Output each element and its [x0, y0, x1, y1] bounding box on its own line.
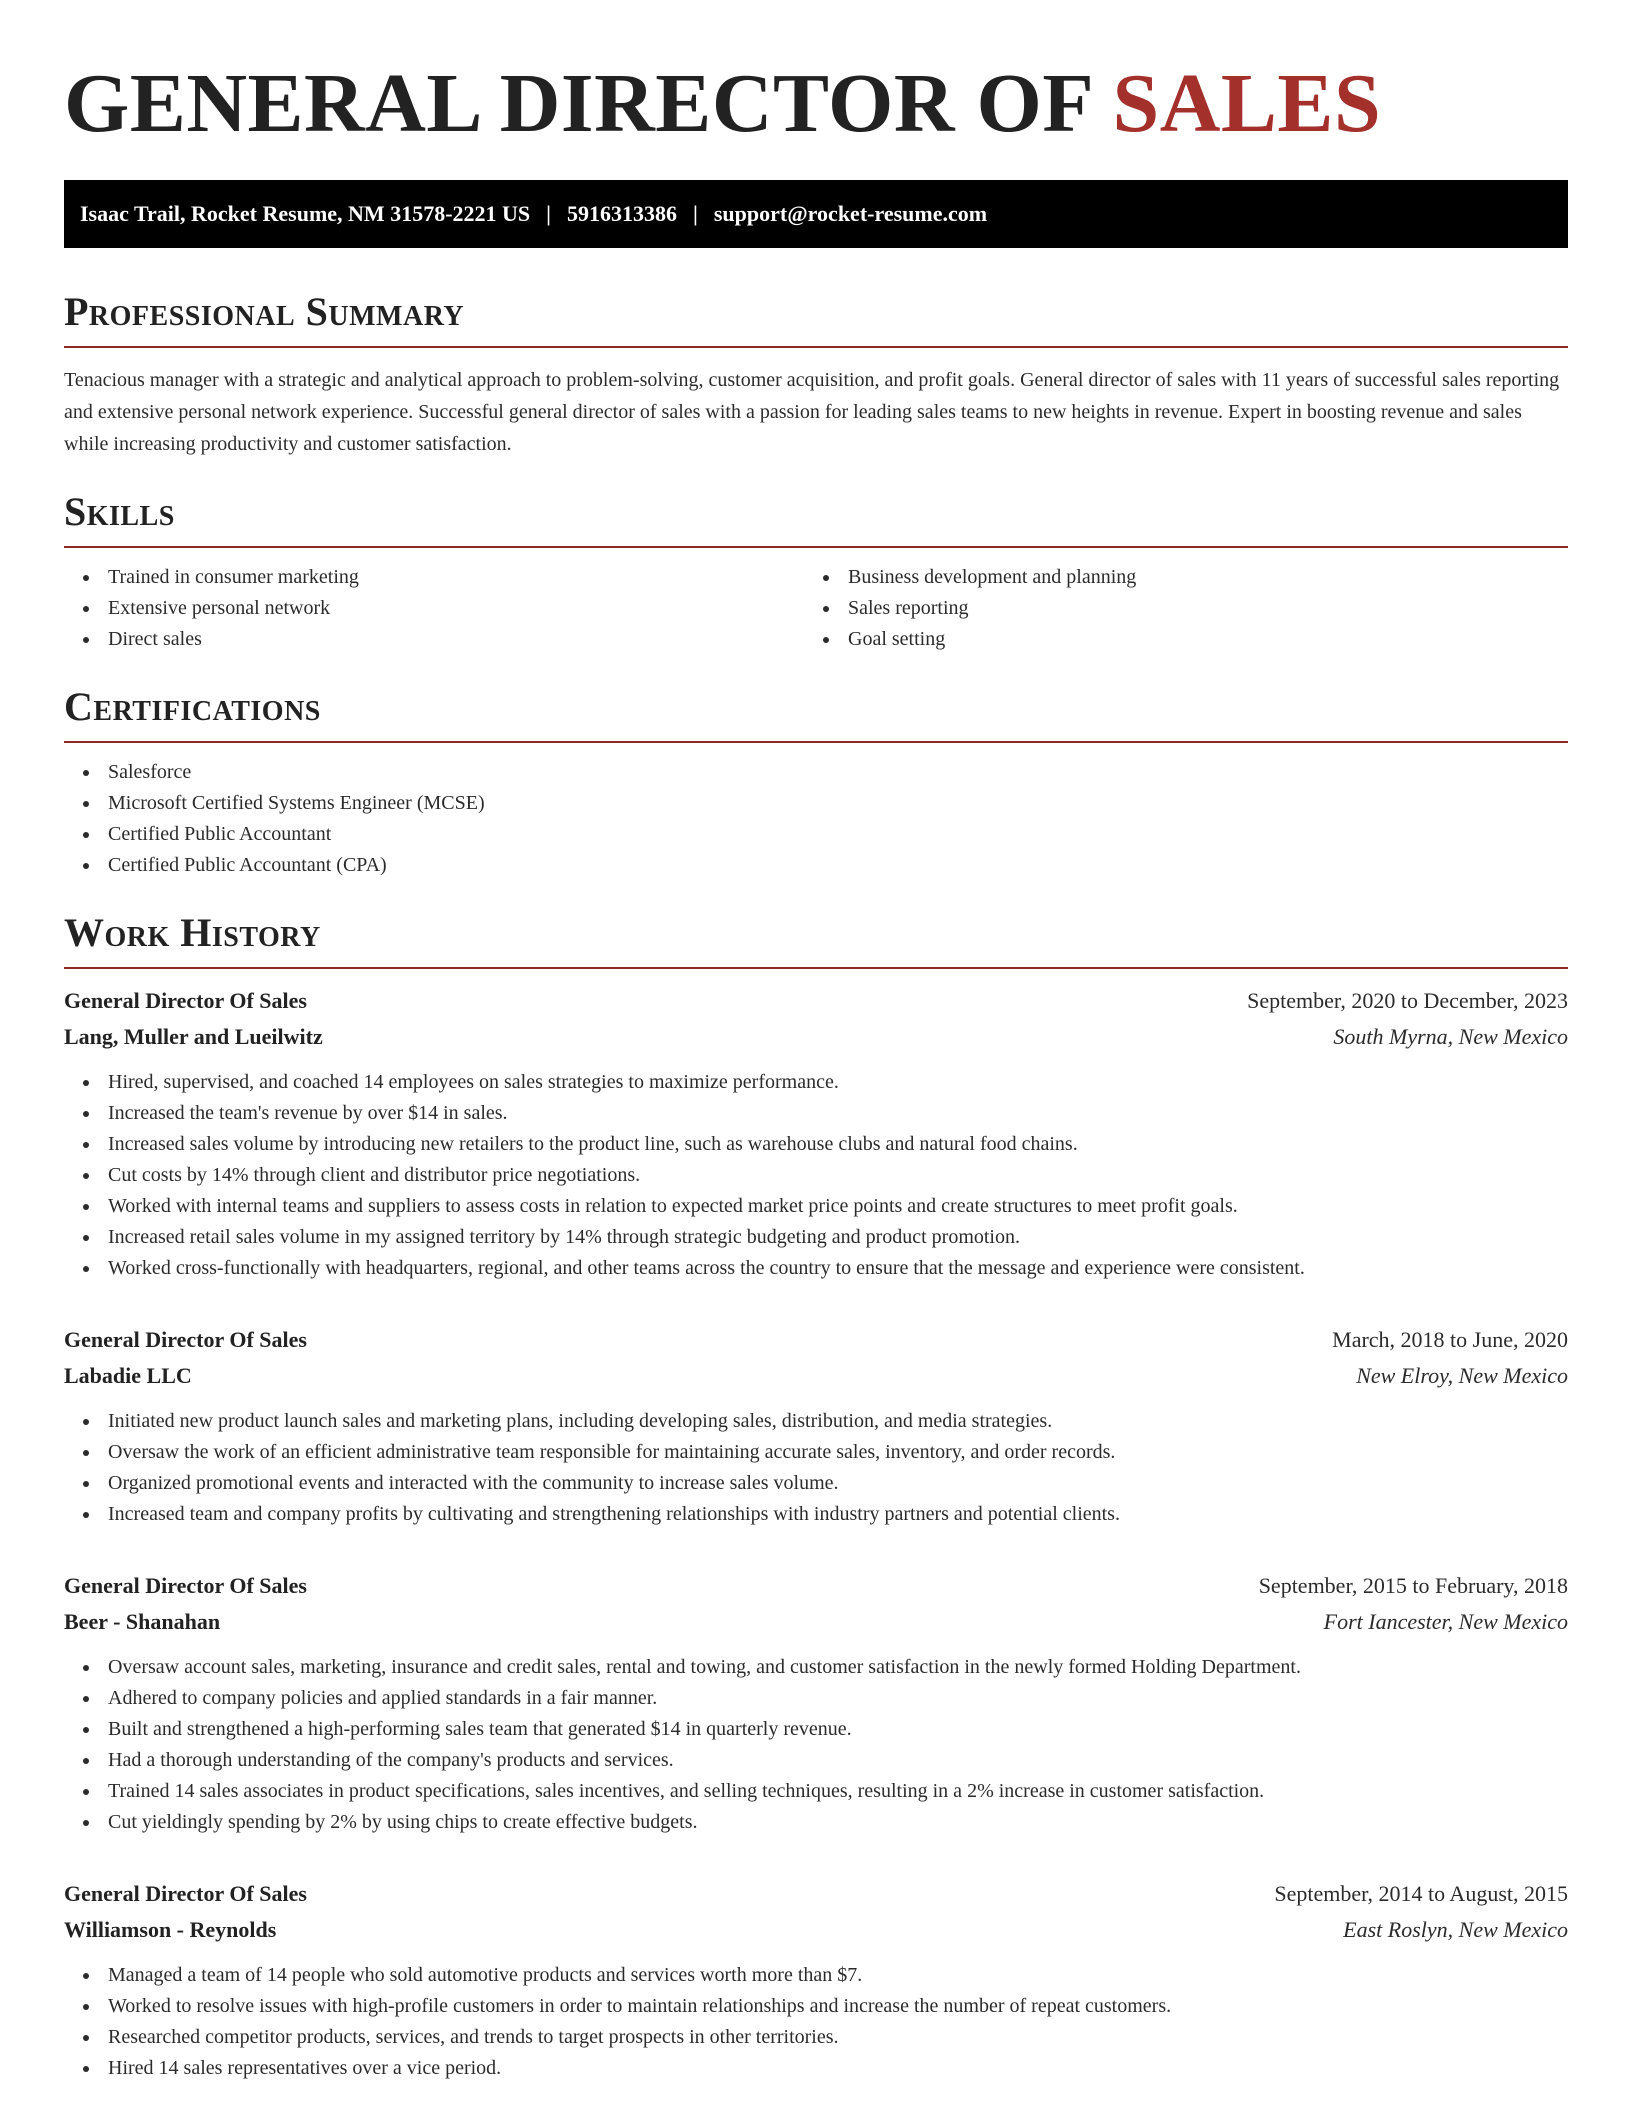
certification-item: Microsoft Certified Systems Engineer (MCSE)	[64, 788, 1568, 819]
job-location: New Elroy, New Mexico	[1356, 1363, 1568, 1388]
resume-title	[64, 0, 1568, 152]
job-header-row	[64, 1568, 1568, 1604]
skills-list-left	[64, 562, 804, 655]
section-divider	[64, 546, 1568, 548]
job-title: General Director Of Sales	[64, 1881, 307, 1906]
skill-item: Business development and planning	[804, 562, 1544, 593]
job-title: General Director Of Sales	[64, 988, 307, 1013]
job-bullet-list	[64, 1652, 1568, 1838]
job-bullet-list	[64, 1406, 1568, 1530]
job-bullet: Hired, supervised, and coached 14 employees on sales strategies to maximize performance.	[64, 1067, 1568, 1098]
certification-item: Certified Public Accountant (CPA)	[64, 850, 1568, 881]
section-divider	[64, 967, 1568, 969]
job-company-row	[64, 1019, 1568, 1055]
certification-item: Salesforce	[64, 757, 1568, 788]
job-title: General Director Of Sales	[64, 1573, 307, 1598]
job-dates: September, 2015 to February, 2018	[1258, 1573, 1568, 1598]
skills-heading: Skills	[64, 489, 175, 534]
work-history-heading: Work History	[64, 910, 321, 955]
job-bullet: Increased team and company profits by cultivating and strengthening relationships with industry partners and potential clients.	[64, 1499, 1568, 1530]
job-bullet: Oversaw the work of an efficient administrative team responsible for maintaining accurate sales, inventory, and order records.	[64, 1437, 1568, 1468]
job-bullet-list	[64, 1067, 1568, 1284]
job-dates: September, 2014 to August, 2015	[1274, 1881, 1568, 1906]
job-bullet: Organized promotional events and interacted with the community to increase sales volume.	[64, 1468, 1568, 1499]
contact-separator: |	[546, 201, 551, 226]
job-header-row	[64, 1322, 1568, 1358]
summary-heading: Professional Summary	[64, 289, 465, 334]
job-bullet: Cut costs by 14% through client and distributor price negotiations.	[64, 1160, 1568, 1191]
contact-address: Isaac Trail, Rocket Resume, NM 31578-2221 US	[80, 201, 531, 226]
job-bullet: Initiated new product launch sales and marketing plans, including developing sales, distribution, and media strategies.	[64, 1406, 1568, 1437]
job-header-row	[64, 983, 1568, 1019]
job-company: Lang, Muller and Lueilwitz	[64, 1024, 323, 1049]
job-bullet: Built and strengthened a high-performing sales team that generated $14 in quarterly revenue.	[64, 1714, 1568, 1745]
skill-item: Extensive personal network	[64, 593, 804, 624]
job-bullet: Increased the team's revenue by over $14 in sales.	[64, 1098, 1568, 1129]
job-entry	[64, 1876, 1568, 2084]
contact-bar	[64, 180, 1568, 248]
certifications-list	[64, 757, 1568, 881]
skill-item: Direct sales	[64, 624, 804, 655]
section-divider	[64, 346, 1568, 348]
job-bullet: Trained 14 sales associates in product specifications, sales incentives, and selling techniques, resulting in a 2% increase in customer satisfaction.	[64, 1776, 1568, 1807]
title-accent: SALES	[1112, 57, 1382, 150]
job-bullet: Cut yieldingly spending by 2% by using chips to create effective budgets.	[64, 1807, 1568, 1838]
job-bullet: Managed a team of 14 people who sold automotive products and services worth more than $7.	[64, 1960, 1568, 1991]
job-title: General Director Of Sales	[64, 1327, 307, 1352]
job-bullet: Worked with internal teams and suppliers to assess costs in relation to expected market price points and create structures to meet profit goals.	[64, 1191, 1568, 1222]
job-location: Fort Iancester, New Mexico	[1323, 1609, 1568, 1634]
job-bullet: Researched competitor products, services, and trends to target prospects in other territories.	[64, 2022, 1568, 2053]
job-company: Beer - Shanahan	[64, 1609, 221, 1634]
section-divider	[64, 741, 1568, 743]
skill-item: Trained in consumer marketing	[64, 562, 804, 593]
certification-item: Certified Public Accountant	[64, 819, 1568, 850]
work-history-list	[64, 983, 1568, 2084]
skill-item: Sales reporting	[804, 593, 1544, 624]
summary-text: Tenacious manager with a strategic and analytical approach to problem-solving, customer acquisition, and profit goals. General director of sales with 11 years of successful sales reporting and extensive personal network experience. Successful general director of sales with a passion for leading sales teams to new heights in revenue. Expert in boosting revenue and sales while increasing productivity and customer satisfaction.	[64, 369, 1560, 455]
job-entry	[64, 983, 1568, 1284]
job-dates: September, 2020 to December, 2023	[1247, 988, 1568, 1013]
job-company: Williamson - Reynolds	[64, 1917, 277, 1942]
job-bullet: Increased retail sales volume in my assigned territory by 14% through strategic budgeting and product promotion.	[64, 1222, 1568, 1253]
job-company-row	[64, 1358, 1568, 1394]
job-bullet: Hired 14 sales representatives over a vice period.	[64, 2053, 1568, 2084]
certifications-heading: Certifications	[64, 684, 321, 729]
job-entry	[64, 1568, 1568, 1838]
job-company: Labadie LLC	[64, 1363, 192, 1388]
skill-item: Goal setting	[804, 624, 1544, 655]
resume-content	[64, 0, 1568, 2084]
title-main: GENERAL DIRECTOR OF	[64, 57, 1092, 150]
contact-email: support@rocket-resume.com	[713, 201, 988, 226]
job-location: South Myrna, New Mexico	[1333, 1024, 1568, 1049]
skills-grid	[64, 562, 1568, 655]
job-header-row	[64, 1876, 1568, 1912]
job-bullet: Had a thorough understanding of the company's products and services.	[64, 1745, 1568, 1776]
job-bullet-list	[64, 1960, 1568, 2084]
job-bullet: Adhered to company policies and applied standards in a fair manner.	[64, 1683, 1568, 1714]
contact-separator: |	[693, 201, 698, 226]
job-dates: March, 2018 to June, 2020	[1332, 1327, 1568, 1352]
job-bullet: Increased sales volume by introducing new retailers to the product line, such as warehouse clubs and natural food chains.	[64, 1129, 1568, 1160]
job-location: East Roslyn, New Mexico	[1343, 1917, 1568, 1942]
job-company-row	[64, 1912, 1568, 1948]
job-bullet: Worked to resolve issues with high-profile customers in order to maintain relationships and increase the number of repeat customers.	[64, 1991, 1568, 2022]
job-bullet: Oversaw account sales, marketing, insurance and credit sales, rental and towing, and customer satisfaction in the newly formed Holding Department.	[64, 1652, 1568, 1683]
contact-phone: 5916313386	[567, 201, 677, 226]
skills-list-right	[804, 562, 1544, 655]
job-bullet: Worked cross-functionally with headquarters, regional, and other teams across the country to ensure that the message and experience were consistent.	[64, 1253, 1568, 1284]
job-company-row	[64, 1604, 1568, 1640]
job-entry	[64, 1322, 1568, 1530]
